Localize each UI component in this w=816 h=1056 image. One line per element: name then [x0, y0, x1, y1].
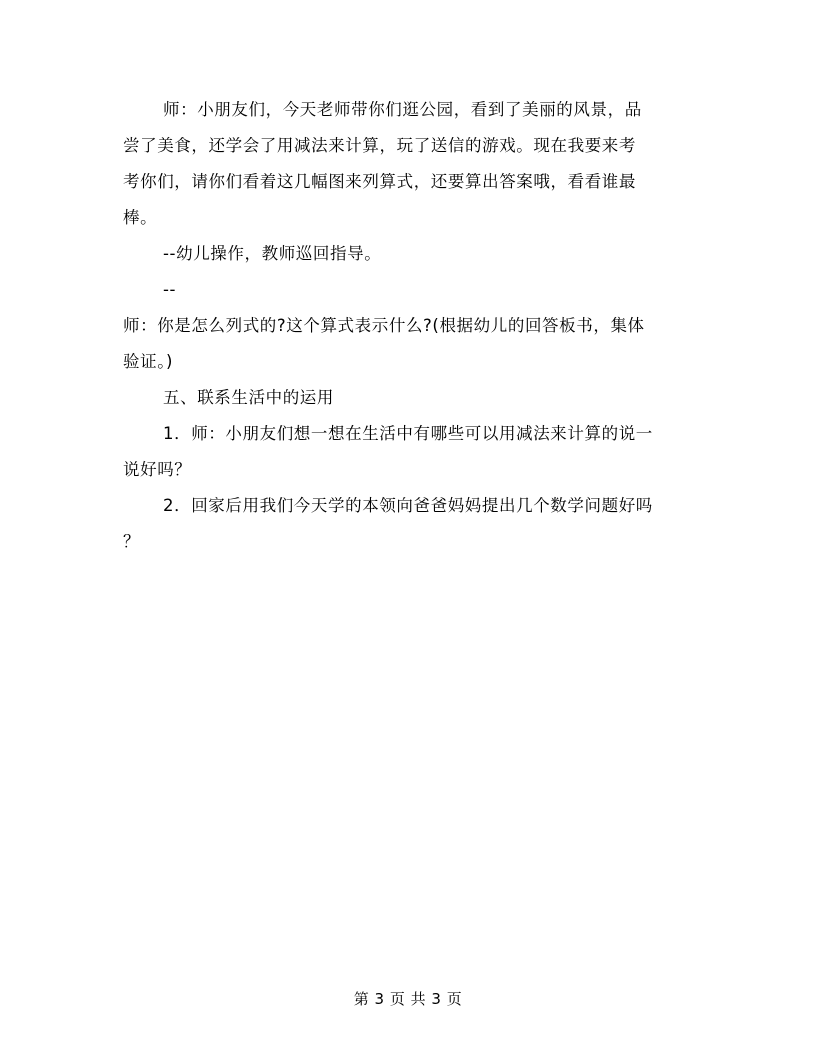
text-line: 验证。)	[123, 352, 174, 371]
text-line: 棒。	[123, 208, 158, 227]
list-item-1	[123, 416, 695, 488]
paragraph-teacher-question	[123, 308, 695, 380]
list-item-2	[123, 488, 695, 560]
paragraph-child-operation	[123, 236, 695, 272]
page-number-footer: 第 3 页 共 3 页	[353, 990, 463, 1008]
text-line: 考你们，请你们看着这几幅图来列算式，还要算出答案哦，看看谁最	[123, 172, 636, 191]
text-line: 1．师：小朋友们想一想在生活中有哪些可以用减法来计算的说一	[163, 424, 653, 443]
document-body	[123, 92, 695, 560]
text-line: 说好吗？	[123, 460, 192, 479]
text-line: 尝了美食，还学会了用减法来计算，玩了送信的游戏。现在我要来考	[123, 136, 636, 155]
text-line: 师：你是怎么列式的?这个算式表示什么?(根据幼儿的回答板书，集体	[123, 316, 645, 335]
text-line: 五、联系生活中的运用	[163, 388, 334, 407]
section-heading-five	[123, 380, 695, 416]
text-line: 2．回家后用我们今天学的本领向爸爸妈妈提出几个数学问题好吗	[163, 496, 653, 515]
paragraph-dash	[123, 272, 695, 308]
paragraph-teacher-intro	[123, 92, 695, 236]
text-line: ？	[123, 532, 141, 551]
text-line: --幼儿操作，教师巡回指导。	[163, 244, 382, 263]
text-line: 师：小朋友们，今天老师带你们逛公园，看到了美丽的风景，品	[163, 100, 642, 119]
text-line: --	[163, 280, 177, 299]
